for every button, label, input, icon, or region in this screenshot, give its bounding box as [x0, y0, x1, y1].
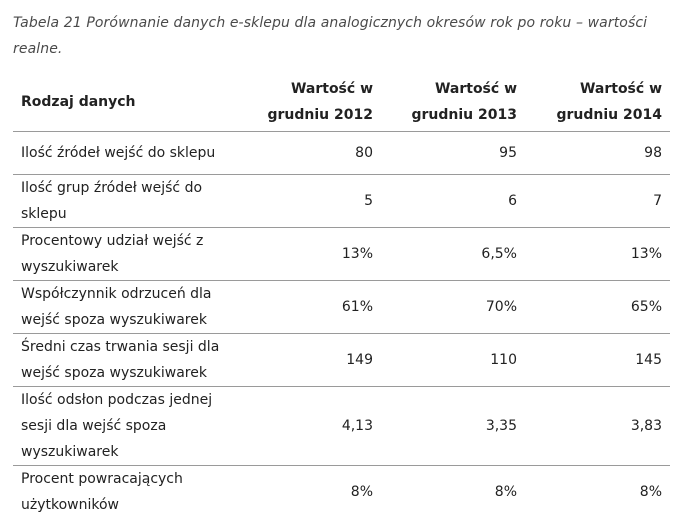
table-row: [13, 334, 670, 387]
cell-2012: 4,13: [237, 387, 381, 466]
table-caption: Tabela 21 Porównanie danych e-sklepu dla analogicznych okresów rok po roku – wartości realne.: [13, 10, 683, 62]
table-row: [13, 132, 670, 175]
header-dec-2013: Wartość w grudniu 2013: [381, 73, 525, 132]
cell-2014: 13%: [525, 228, 670, 281]
table-row: [13, 228, 670, 281]
cell-2012: 61%: [237, 281, 381, 334]
cell-2014: 7: [525, 175, 670, 228]
cell-2013: 95: [381, 132, 525, 175]
cell-2013: 110: [381, 334, 525, 387]
table-row: [13, 466, 670, 518]
table-row: [13, 387, 670, 466]
cell-2014: 145: [525, 334, 670, 387]
cell-2014: 65%: [525, 281, 670, 334]
cell-2014: 98: [525, 132, 670, 175]
row-label: Ilość źródeł wejść do sklepu: [13, 132, 237, 175]
row-label: Ilość grup źródeł wejść do sklepu: [13, 175, 237, 228]
comparison-table: [13, 73, 670, 518]
cell-2012: 80: [237, 132, 381, 175]
header-dec-2014: Wartość w grudniu 2014: [525, 73, 670, 132]
cell-2013: 6: [381, 175, 525, 228]
table-header-row: [13, 73, 670, 132]
cell-2013: 8%: [381, 466, 525, 518]
row-label: Procentowy udział wejść z wyszukiwarek: [13, 228, 237, 281]
cell-2013: 6,5%: [381, 228, 525, 281]
cell-2014: 8%: [525, 466, 670, 518]
row-label: Współczynnik odrzuceń dla wejść spoza wyszukiwarek: [13, 281, 237, 334]
cell-2012: 149: [237, 334, 381, 387]
cell-2012: 13%: [237, 228, 381, 281]
cell-2014: 3,83: [525, 387, 670, 466]
cell-2013: 70%: [381, 281, 525, 334]
cell-2013: 3,35: [381, 387, 525, 466]
cell-2012: 8%: [237, 466, 381, 518]
row-label: Procent powracających użytkowników: [13, 466, 237, 518]
header-dec-2012: Wartość w grudniu 2012: [237, 73, 381, 132]
header-data-type: Rodzaj danych: [13, 73, 237, 132]
row-label: Średni czas trwania sesji dla wejść spoza wyszukiwarek: [13, 334, 237, 387]
table-row: [13, 175, 670, 228]
row-label: Ilość odsłon podczas jednej sesji dla wejść spoza wyszukiwarek: [13, 387, 237, 466]
cell-2012: 5: [237, 175, 381, 228]
table-row: [13, 281, 670, 334]
